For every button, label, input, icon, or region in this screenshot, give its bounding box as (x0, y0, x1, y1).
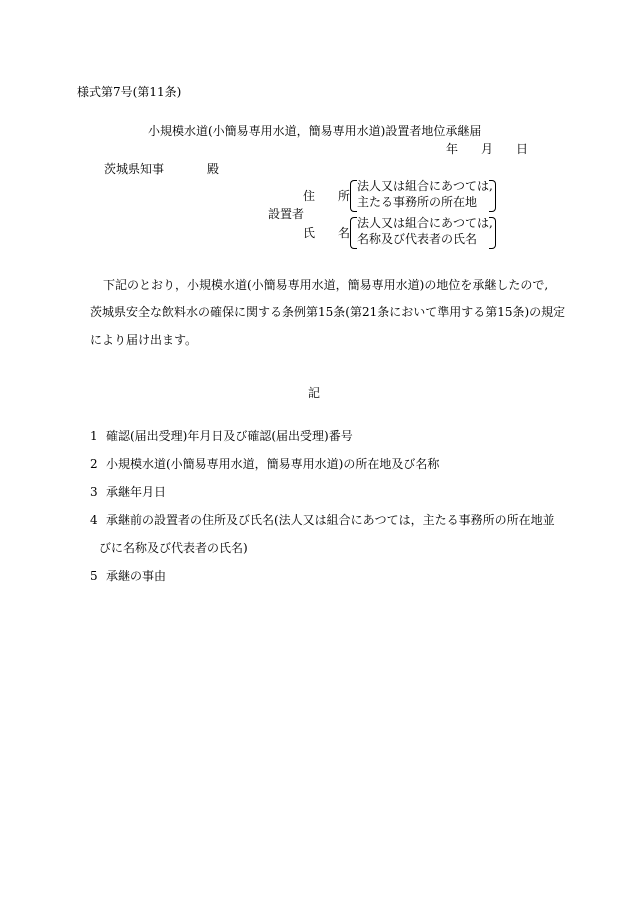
list-item-text: 承継前の設置者の住所及び氏名(法人又は組合にあつては，主たる事務所の所在地並 (106, 513, 555, 527)
address-note-line2: 主たる事務所の所在地 (357, 195, 478, 209)
name-label-1: 氏 (303, 226, 316, 240)
list-item-number: 5 (90, 569, 98, 583)
body-line-1: 下記のとおり，小規模水道(小簡易専用水道，簡易専用水道)の地位を承継したので, (103, 278, 549, 292)
address-bracket-left (350, 180, 357, 212)
list-item-text: びに名称及び代表者の氏名) (99, 541, 248, 555)
list-item-number: 4 (90, 513, 98, 527)
body-line-3: により届け出ます。 (90, 333, 198, 347)
address-note-line1: 法人又は組合にあつては, (357, 179, 493, 193)
body-line-2: 茨城県安全な飲料水の確保に関する条例第15条(第21条において準用する第15条)の規定 (90, 305, 566, 319)
name-note-line1: 法人又は組合にあつては, (357, 216, 493, 230)
list-item-text: 小規模水道(小簡易専用水道，簡易専用水道)の所在地及び名称 (106, 457, 440, 471)
list-item-text: 確認(届出受理)年月日及び確認(届出受理)番号 (106, 429, 353, 443)
name-bracket-right (489, 217, 496, 249)
addressee-name: 茨城県知事 (104, 162, 165, 176)
form-number: 様式第7号(第11条) (77, 85, 182, 99)
list-item-number: 3 (90, 485, 98, 499)
list-item-number: 1 (90, 429, 98, 443)
name-label-2: 名 (338, 226, 351, 240)
list-item-text: 承継の事由 (106, 569, 167, 583)
address-bracket-right (489, 180, 496, 212)
applicant-role: 設置者 (268, 207, 305, 221)
name-bracket-left (350, 217, 357, 249)
date-year-label: 年 (446, 142, 459, 156)
list-item-text: 承継年月日 (106, 485, 167, 499)
date-day-label: 日 (516, 142, 529, 156)
list-item-number: 2 (90, 457, 98, 471)
document-title: 小規模水道(小簡易専用水道，簡易専用水道)設置者地位承継届 (148, 124, 482, 138)
address-label-1: 住 (303, 189, 316, 203)
addressee-honorific: 殿 (207, 162, 220, 176)
date-month-label: 月 (481, 142, 494, 156)
address-label-2: 所 (338, 189, 351, 203)
ki-heading: 記 (308, 386, 321, 400)
name-note-line2: 名称及び代表者の氏名 (357, 232, 478, 246)
